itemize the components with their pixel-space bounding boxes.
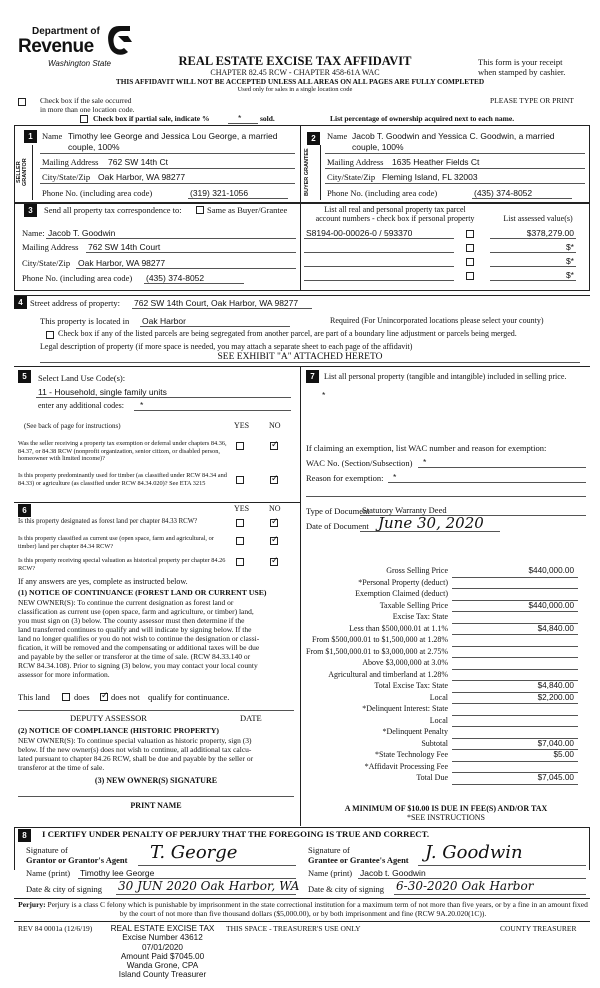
s5-q2-yes-checkbox[interactable] xyxy=(236,476,244,484)
land-use-label: Select Land Use Code(s): xyxy=(38,373,126,383)
new-owner-sig-label: (3) NEW OWNER(S) SIGNATURE xyxy=(94,776,218,785)
tax-row xyxy=(304,762,588,774)
tax-row xyxy=(304,704,588,716)
wac-value[interactable]: * xyxy=(423,457,427,467)
rev-code: REV 84 0001a (12/6/19) xyxy=(18,924,93,933)
s5-question-1: Was the seller receiving a property tax exemption or deferral under chapters 84.36, 84.37, or 84.38 RCW (nonprofit organization, senior citizen, or disabled person, homeowner with limited income)? xyxy=(18,440,227,463)
tax-row xyxy=(304,670,588,682)
tax-row-label: Above $3,000,000 at 3.0% xyxy=(362,658,448,667)
personal-property-label: List all personal property (tangible and intangible) included in selling price. xyxy=(324,372,567,381)
section-2-number: 2 xyxy=(307,132,320,145)
tax-row-value[interactable]: $2,200.00 xyxy=(537,692,574,702)
dept-line2: Revenue xyxy=(18,36,94,57)
tax-row xyxy=(304,727,588,739)
tax-row-label: Excise Tax: State xyxy=(392,612,448,621)
notice1-l9: assessor for more information. xyxy=(18,670,110,679)
notice1-l5: land no longer qualifies or you do not wish to continue the designation or classi- xyxy=(18,634,260,643)
parcel-1-personal-checkbox[interactable] xyxy=(466,230,474,238)
doc-type-label: Type of Document xyxy=(306,506,370,516)
treasurer-only: THIS SPACE - TREASURER'S USE ONLY xyxy=(226,924,361,933)
list-pct-note: List percentage of ownership acquired next to each name. xyxy=(330,114,515,123)
notice1-l1: NEW OWNER(S): To continue the current designation as forest land or xyxy=(18,598,234,607)
tax-row-value[interactable]: $4,840.00 xyxy=(537,623,574,633)
s6-q3-no-checkbox[interactable] xyxy=(270,558,278,566)
corr-city[interactable]: Oak Harbor, WA 98277 xyxy=(78,258,166,268)
notice2-title: (2) NOTICE OF COMPLIANCE (HISTORIC PROPERTY) xyxy=(18,726,219,735)
additional-codes[interactable]: * xyxy=(140,400,144,410)
tax-row-value[interactable]: $7,040.00 xyxy=(537,738,574,748)
buyer-name-label: Name xyxy=(327,131,348,141)
notice1-l3: you must sign on (3) below. The county assessor must then determine if the xyxy=(18,616,245,625)
tax-row-label: *Delinquent Penalty xyxy=(382,727,448,736)
assessed-header: List assessed value(s) xyxy=(503,214,573,223)
print-name-label: PRINT NAME xyxy=(130,801,182,810)
see-back-note: (See back of page for instructions) xyxy=(24,422,121,430)
used-only-note: Used only for sales in a single location code xyxy=(237,86,353,93)
assessed-1[interactable]: $378,279.00 xyxy=(526,228,574,238)
s5-question-2: Is this property predominantly used for timber (as classified under RCW 84.34 and 84.33) or agriculture (as classified under RCW 84.34.020)? See ETA 3215 xyxy=(18,472,227,487)
tax-row xyxy=(304,635,588,647)
receipt-note-2: when stamped by cashier. xyxy=(478,67,566,77)
partial-sale-checkbox[interactable] xyxy=(80,115,88,123)
perjury-text: Perjury is a class C felony which is punishable by imprisonment in the state correctional institution for a maximum term of not more than five years, or by a fine in an amount fixed by the court of not more than five thousand dollars ($5,000.00), or by both imprisonment and fine (RCW 9A.20.020(1C)). xyxy=(47,900,588,918)
buyer-mail[interactable]: 1635 Heather Fields Ct xyxy=(392,157,480,167)
stamp-line-1: REAL ESTATE EXCISE TAX xyxy=(110,924,215,933)
buyer-city[interactable]: Fleming Island, FL 32003 xyxy=(382,172,478,182)
multi-location-line1: Check box if the sale occurred xyxy=(40,96,132,105)
county-treasurer: COUNTY TREASURER xyxy=(500,924,577,933)
tax-row-label: *Personal Property (deduct) xyxy=(358,577,448,587)
buyer-mail-label: Mailing Address xyxy=(327,157,384,167)
tax-row-label: Exemption Claimed (deduct) xyxy=(355,589,448,598)
grantor-signature[interactable]: T. George xyxy=(150,842,238,863)
s6-q3-yes-checkbox[interactable] xyxy=(236,558,244,566)
s5-no-header: NO xyxy=(269,421,281,430)
see-instructions: *SEE INSTRUCTIONS xyxy=(406,813,485,822)
parcel-1[interactable]: S8194-00-00026-0 / 593370 xyxy=(306,228,413,238)
multi-location-checkbox[interactable] xyxy=(18,98,26,106)
seller-city[interactable]: Oak Harbor, WA 98277 xyxy=(98,172,186,182)
seller-city-label: City/State/Zip xyxy=(42,172,91,182)
perjury-notice xyxy=(18,900,588,918)
dept-line3: Washington State xyxy=(48,59,112,68)
parcel-4-personal-checkbox[interactable] xyxy=(466,272,474,280)
grantee-signature[interactable]: J. Goodwin xyxy=(425,842,523,863)
tax-row xyxy=(304,658,588,670)
section-6-number: 6 xyxy=(18,504,31,517)
if-yes-note: If any answers are yes, complete as instructed below. xyxy=(18,577,188,586)
land-use-code[interactable]: 11 - Household, single family units xyxy=(38,387,167,397)
dor-logo xyxy=(14,22,134,72)
doc-type[interactable]: Statutory Warranty Deed xyxy=(362,505,447,515)
corr-phone[interactable]: (435) 374-8052 xyxy=(146,273,205,283)
seller-mail[interactable]: 762 SW 14th Ct xyxy=(108,157,169,167)
tax-row-label: *State Technology Fee xyxy=(374,750,448,759)
s6-q2-yes-checkbox[interactable] xyxy=(236,537,244,545)
buyer-phone[interactable]: (435) 374-8052 xyxy=(474,188,533,198)
reason-value[interactable]: * xyxy=(393,472,397,482)
tax-row-label: From $500,000.01 to $1,500,000 at 1.28% xyxy=(312,635,448,644)
s6-question-3: Is this property receiving special valuation as historical property per chapter 84.26 RCW? xyxy=(18,557,226,572)
stamp-line-6: Island County Treasurer xyxy=(118,970,207,980)
buyer-phone-label: Phone No. (including area code) xyxy=(327,188,438,198)
tax-row xyxy=(304,612,588,624)
land-does-checkbox[interactable] xyxy=(62,693,70,701)
notice2-l1: NEW OWNER(S): To continue special valuation as historic property, sign (3) xyxy=(18,736,252,745)
receipt-note-1: This form is your receipt xyxy=(478,57,563,67)
tax-row-value[interactable]: $4,840.00 xyxy=(537,681,574,690)
tax-row xyxy=(304,773,588,785)
section-5-number: 5 xyxy=(18,370,31,383)
segregated-checkbox[interactable] xyxy=(46,331,54,339)
tax-row xyxy=(304,716,588,728)
section-1-number: 1 xyxy=(24,130,37,143)
corr-mail[interactable]: 762 SW 14th Court xyxy=(88,242,161,252)
certify-statement: I CERTIFY UNDER PENALTY OF PERJURY THAT THE FOREGOING IS TRUE AND CORRECT. xyxy=(42,829,430,839)
s6-q2-no-checkbox[interactable] xyxy=(270,537,278,545)
doc-date[interactable]: June 30, 2020 xyxy=(378,514,484,532)
seller-phone[interactable]: (319) 321-1056 xyxy=(190,188,249,198)
legal-label: Legal description of property (if more space is needed, you may attach a separate sheet to each page of the affidavit) xyxy=(40,342,413,351)
tax-row-value[interactable]: $440,000.00 xyxy=(528,600,574,610)
grantee-date-label: Date & city of signing xyxy=(308,884,385,894)
parcel-2-personal-checkbox[interactable] xyxy=(466,244,474,252)
notice1-title: (1) NOTICE OF CONTINUANCE (FOREST LAND OR CURRENT USE) xyxy=(18,588,267,597)
notice2-l4: transferor at the time of sale. xyxy=(18,763,105,772)
notice1-l2: classification as current use (open space, farm and agriculture, or timber) land, xyxy=(18,607,254,616)
parcel-3-personal-checkbox[interactable] xyxy=(466,258,474,266)
street-label: Street address of property: xyxy=(30,298,120,308)
corr-mail-label: Mailing Address xyxy=(22,242,79,252)
exemption-label: If claiming an exemption, list WAC number and reason for exemption: xyxy=(306,443,547,453)
assessed-2[interactable]: $* xyxy=(565,242,574,252)
tax-row-label: Gross Selling Price xyxy=(386,566,448,575)
please-type: PLEASE TYPE OR PRINT xyxy=(490,96,574,105)
tax-row-label: *Affidavit Processing Fee xyxy=(364,761,448,771)
grantee-name-label: Name (print) xyxy=(308,868,353,878)
tax-row xyxy=(304,681,588,693)
tax-calc-table xyxy=(304,566,588,784)
legal-description[interactable]: SEE EXHIBIT "A" ATTACHED HERETO xyxy=(217,352,383,362)
stamp-line-4: Amount Paid $7045.00 xyxy=(120,951,205,961)
tax-row xyxy=(304,750,588,762)
tax-row xyxy=(304,739,588,751)
tax-row-value[interactable]: $440,000.00 xyxy=(528,566,574,575)
s6-yes-header: YES xyxy=(234,504,250,513)
grantor-sig-label-1: Signature of xyxy=(26,845,68,855)
reason-label: Reason for exemption: xyxy=(306,473,384,483)
tax-row-label: Subtotal xyxy=(421,738,448,748)
notice2-l3: lated pursuant to chapter 84.26 RCW, shall be due and payable by the seller or xyxy=(18,754,254,763)
grantor-date-label: Date & city of signing xyxy=(26,884,103,894)
form-warning: THIS AFFIDAVIT WILL NOT BE ACCEPTED UNLESS ALL AREAS ON ALL PAGES ARE FULLY COMPLETED xyxy=(115,77,485,86)
corr-name-label: Name: xyxy=(22,228,45,238)
treasurer-stamp xyxy=(100,924,225,980)
stamp-line-5: Wanda Grone, CPA xyxy=(126,961,199,971)
stamp-line-2: Excise Number 43612 xyxy=(122,933,203,943)
partial-sale-pct[interactable]: * xyxy=(238,113,242,123)
s5-q2-no-checkbox[interactable] xyxy=(270,476,278,484)
assessed-4[interactable]: $* xyxy=(565,270,574,280)
buyer-name-line2[interactable]: couple, 100% xyxy=(352,142,404,152)
tax-row-label: Total Due xyxy=(416,773,448,782)
located-label: This property is located in xyxy=(40,316,130,326)
deputy-assessor-label: DEPUTY ASSESSOR xyxy=(70,713,147,723)
wac-label: WAC No. (Section/Subsection) xyxy=(306,458,413,468)
grantee-date[interactable]: 6-30-2020 Oak Harbor xyxy=(396,879,534,893)
seller-name-line1[interactable]: Timothy lee George and Jessica Lou George, a married xyxy=(68,131,278,141)
buyer-city-label: City/State/Zip xyxy=(327,172,376,182)
partial-sale-label: Check box if partial sale, indicate % xyxy=(93,114,210,123)
personal-property-value[interactable]: * xyxy=(322,390,326,400)
required-note: Required (For Unincorporated locations please select your county) xyxy=(330,316,544,325)
corr-phone-label: Phone No. (including area code) xyxy=(22,273,133,283)
tax-row-label: Taxable Selling Price xyxy=(379,600,448,610)
dor-logo-mark-icon xyxy=(104,24,134,58)
s6-no-header: NO xyxy=(269,504,281,513)
tax-row xyxy=(304,624,588,636)
notice2-l2: below. If the new owner(s) does not wish to continue, all additional tax calcu- xyxy=(18,745,252,754)
form-chapter: CHAPTER 82.45 RCW - CHAPTER 458-61A WAC xyxy=(210,68,380,77)
doc-date-label: Date of Document xyxy=(306,521,369,531)
s6-q1-yes-checkbox[interactable] xyxy=(236,519,244,527)
grantor-name[interactable]: Timothy lee George xyxy=(80,868,155,878)
grantor-name-label: Name (print) xyxy=(26,868,71,878)
section-3-number: 3 xyxy=(24,204,37,217)
partial-sale-sold: sold. xyxy=(260,114,275,123)
segregated-label: Check box if any of the listed parcels are being segregated from another parcel, are part of a boundary line adjustment or parcels being merged. xyxy=(58,329,517,338)
parcel-header-1: List all real and personal property tax parcel xyxy=(324,205,466,214)
multi-location-line2: in more than one location code. xyxy=(40,105,135,114)
land-does-not-label: does not xyxy=(111,692,140,702)
notice1-l4: land transferred continues to qualify and will indicate by signing below. If the xyxy=(18,625,252,634)
tax-row xyxy=(304,578,588,590)
grantee-name[interactable]: Jacob t. Goodwin xyxy=(360,868,426,878)
perjury-bold: Perjury: xyxy=(18,900,46,909)
parcel-header-2: account numbers - check box if personal property xyxy=(315,214,475,223)
tax-row-label: Total Excise Tax: State xyxy=(374,681,448,690)
stamp-line-3: 07/01/2020 xyxy=(142,942,183,952)
section-8-number: 8 xyxy=(18,829,31,842)
notice1-l6: fication, it will be removed and the compensating or additional taxes will be due xyxy=(18,643,260,652)
tax-row xyxy=(304,693,588,705)
tax-row-value[interactable]: $5.00 xyxy=(553,750,574,759)
s6-question-2: Is this property classified as current use (open space, farm and agricultural, or timber) land per chapter 84.34 RCW? xyxy=(18,535,214,550)
buyer-side-label: BUYER GRANTEE xyxy=(304,148,310,196)
assessor-date-label: DATE xyxy=(240,713,262,723)
s5-yes-header: YES xyxy=(234,421,250,430)
tax-row-label: From $1,500,000.01 to $3,000,000 at 2.75% xyxy=(306,646,448,656)
s6-q1-no-checkbox[interactable] xyxy=(270,519,278,527)
tax-row xyxy=(304,566,588,578)
tax-row-label: Less than $500,000.01 at 1.1% xyxy=(349,623,448,633)
seller-phone-label: Phone No. (including area code) xyxy=(42,188,153,198)
section-7-number: 7 xyxy=(306,370,319,383)
grantee-sig-label-1: Signature of xyxy=(308,845,350,855)
s6-question-1: Is this property designated as forest land per chapter 84.33 RCW? xyxy=(18,518,198,525)
seller-mail-label: Mailing Address xyxy=(42,157,99,167)
buyer-name-line1[interactable]: Jacob T. Goodwin and Yessica C. Goodwin, a married xyxy=(352,131,555,141)
tax-row-label: *Delinquent Interest: State xyxy=(362,704,448,713)
assessed-3[interactable]: $* xyxy=(565,256,574,266)
seller-name-label: Name xyxy=(42,131,63,141)
minimum-fee-note: A MINIMUM OF $10.00 IS DUE IN FEE(S) AND/OR TAX xyxy=(344,804,548,813)
land-does-not-checkbox[interactable] xyxy=(100,693,108,701)
section-4-number: 4 xyxy=(14,296,27,309)
same-as-buyer-checkbox[interactable] xyxy=(196,206,204,214)
land-does-label: does xyxy=(74,692,90,702)
tax-row xyxy=(304,589,588,601)
tax-row-value[interactable]: $7,045.00 xyxy=(537,773,574,782)
notice1-l8: RCW 84.34.108). Prior to signing (3) below, you may contact your local county xyxy=(18,661,258,670)
tax-row-label: Local xyxy=(429,715,448,725)
located-value[interactable]: Oak Harbor xyxy=(142,316,186,326)
s5-q1-yes-checkbox[interactable] xyxy=(236,442,244,450)
dept-line1: Department of xyxy=(32,26,100,37)
grantor-date[interactable]: 30 JUN 2020 Oak Harbor, WA xyxy=(118,879,300,893)
seller-name-line2[interactable]: couple, 100% xyxy=(68,142,120,152)
this-land-label: This land xyxy=(18,692,50,702)
corr-city-label: City/State/Zip xyxy=(22,258,71,268)
grantee-sig-label-2: Grantee or Grantee's Agent xyxy=(308,855,409,865)
seller-side-label: SELLER GRANTOR xyxy=(16,158,28,186)
tax-row xyxy=(304,601,588,613)
tax-row-label: Local xyxy=(429,692,448,702)
same-as-buyer-label: Same as Buyer/Grantee xyxy=(207,205,288,215)
corr-name[interactable]: Jacob T. Goodwin xyxy=(48,228,116,238)
notice1-l7: and payable by the seller or transferor at the time of sale. (RCW 84.33.140 or xyxy=(18,652,251,661)
tax-row xyxy=(304,647,588,659)
qualify-label: qualify for continuance. xyxy=(148,692,230,702)
tax-row-label: Agricultural and timberland at 1.28% xyxy=(328,669,448,679)
additional-codes-label: enter any additional codes: xyxy=(38,401,124,410)
street-address[interactable]: 762 SW 14th Court, Oak Harbor, WA 98277 xyxy=(134,298,299,308)
s5-q1-no-checkbox[interactable] xyxy=(270,442,278,450)
send-correspondence-label: Send all property tax correspondence to: xyxy=(44,205,182,215)
grantor-sig-label-2: Grantor or Grantor's Agent xyxy=(26,855,128,865)
form-title: REAL ESTATE EXCISE TAX AFFIDAVIT xyxy=(178,54,412,68)
